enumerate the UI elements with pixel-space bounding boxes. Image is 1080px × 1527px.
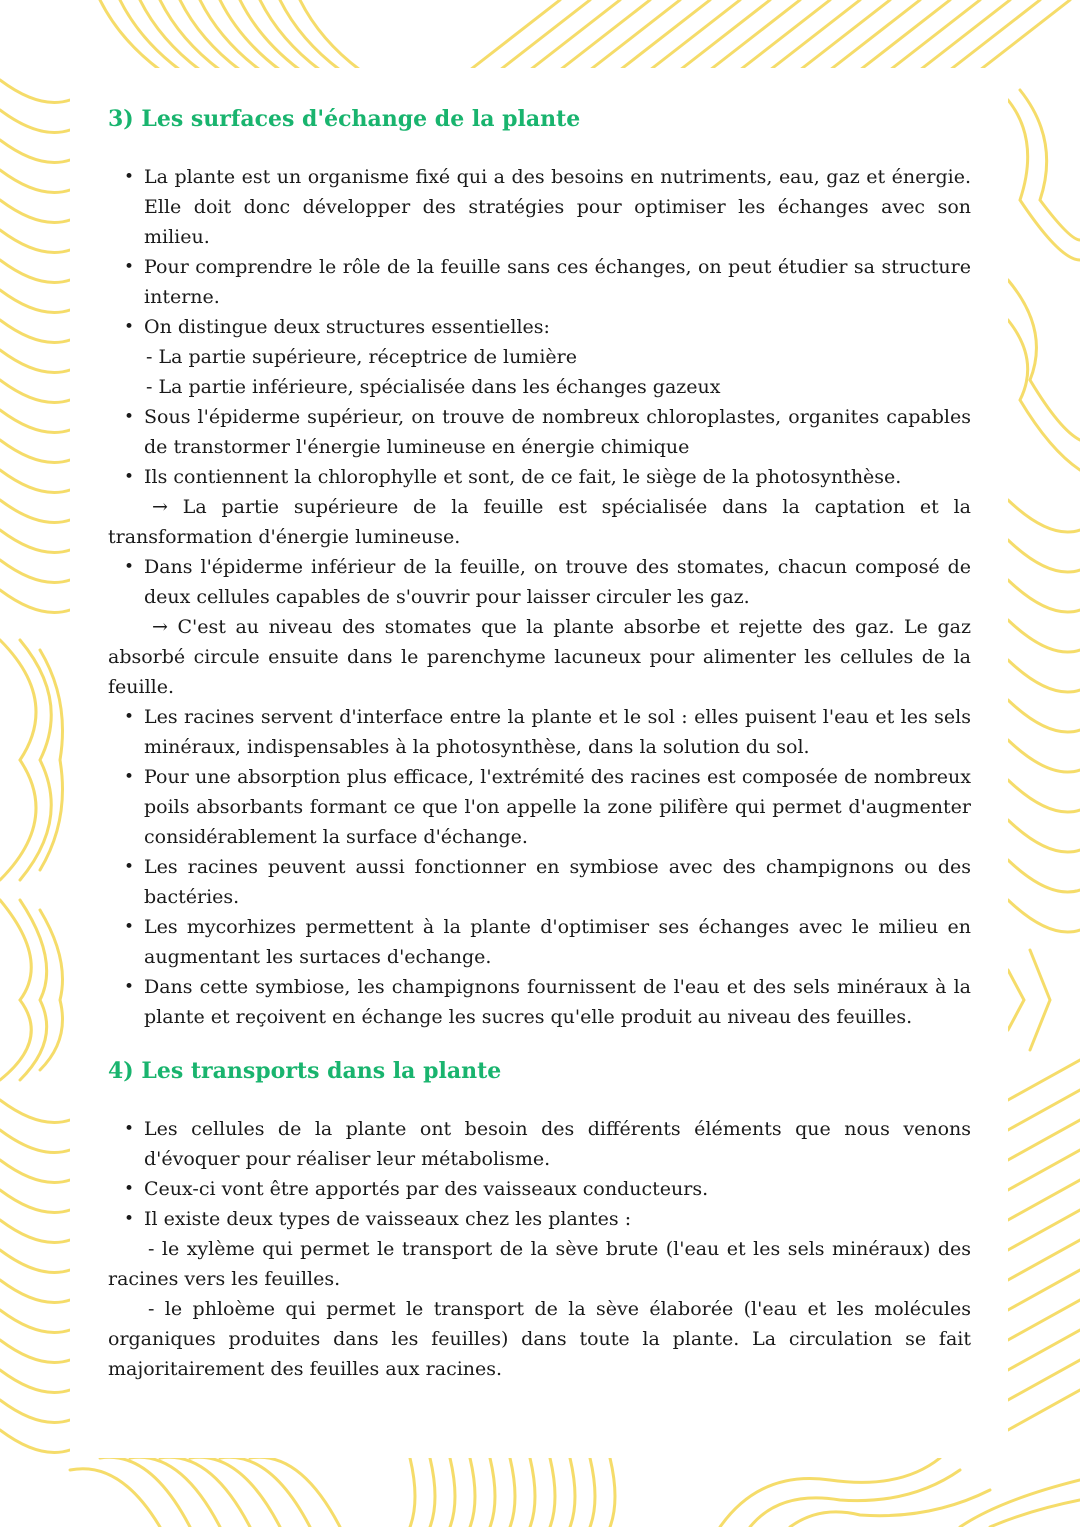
surfaces-list-2 [108,552,971,612]
surfaces-list-3 [108,702,971,1032]
conclusion-line: → C'est au niveau des stomates que la plante absorbe et rejette des gaz. Le gaz absorbé circule ensuite dans le parenchyme lacuneux pour alimenter les cellules de la feuille. [108,616,971,698]
list-item: • Sous l'épiderme supérieur, on trouve de nombreux chloroplastes, organites capables de transtormer l'énergie lumineuse en énergie chimique [108,402,971,462]
list-item: • Ils contiennent la chlorophylle et sont, de ce fait, le siège de la photosynthèse. [108,462,971,492]
xylem-line: - le xylème qui permet le transport de la sève brute (l'eau et les sels minéraux) des racines vers les feuilles. [108,1238,971,1290]
list-item: • La plante est un organisme fixé qui a des besoins en nutriments, eau, gaz et énergie. Elle doit donc développer des stratégies pour optimiser les échanges avec son milieu. [108,162,971,252]
list-item: • Les racines servent d'interface entre la plante et le sol : elles puisent l'eau et les sels minéraux, indispensables à la photosynthèse, dans la solution du sol. [108,702,971,762]
list-item: • Pour une absorption plus efficace, l'extrémité des racines est composée de nombreux poils absorbants formant ce que l'on appelle la zone pilifère qui permet d'augmenter considérablement la surface d'échange. [108,762,971,852]
transports-list [108,1114,971,1234]
list-item: • Les mycorhizes permettent à la plante d'optimiser ses échanges avec le milieu en augmentant les surtaces d'echange. [108,912,971,972]
section-title-transports: 4) Les transports dans la plante [108,1058,502,1084]
list-item: • On distingue deux structures essentielles: - La partie supérieure, réceptrice de lumière - La partie inférieure, spécialisée dans les échanges gazeux [108,312,971,402]
list-item: • Ceux-ci vont être apportés par des vaisseaux conducteurs. [108,1174,971,1204]
sub-item: - La partie inférieure, spécialisée dans les échanges gazeux [146,376,721,398]
surfaces-list [108,162,971,492]
section-title-surfaces: 3) Les surfaces d'échange de la plante [108,106,581,132]
conclusion-line: → La partie supérieure de la feuille est spécialisée dans la captation et la transformation d'énergie lumineuse. [108,496,971,548]
sub-item: - La partie supérieure, réceptrice de lumière [146,346,577,368]
phloem-line: - le phloème qui permet le transport de la sève élaborée (l'eau et les molécules organiques produites dans les feuilles) dans toute la plante. La circulation se fait majoritairement des feuilles aux racines. [108,1298,971,1380]
list-item: • Il existe deux types de vaisseaux chez les plantes : [108,1204,971,1234]
document-content [108,100,971,1384]
list-item: • Les racines peuvent aussi fonctionner en symbiose avec des champignons ou des bactéries. [108,852,971,912]
list-item: • Pour comprendre le rôle de la feuille sans ces échanges, on peut étudier sa structure interne. [108,252,971,312]
list-item: • Les cellules de la plante ont besoin des différents éléments que nous venons d'évoquer pour réaliser leur métabolisme. [108,1114,971,1174]
list-item: • Dans l'épiderme inférieur de la feuille, on trouve des stomates, chacun composé de deux cellules capables de s'ouvrir pour laisser circuler les gaz. [108,552,971,612]
list-item: • Dans cette symbiose, les champignons fournissent de l'eau et des sels minéraux à la plante et reçoivent en échange les sucres qu'elle produit au niveau des feuilles. [108,972,971,1032]
